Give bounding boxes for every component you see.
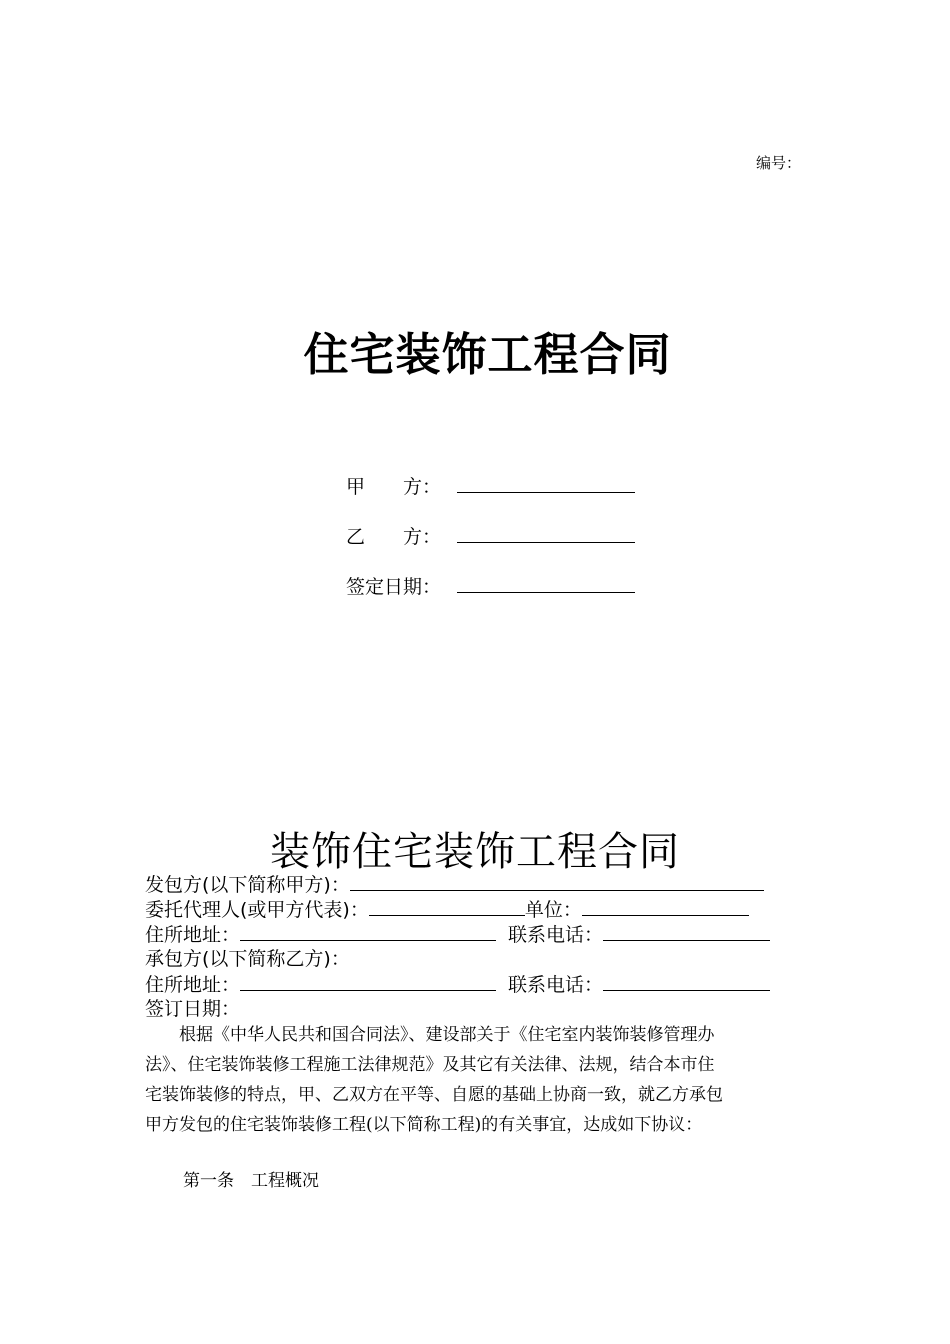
paragraph-line: 法》、住宅装饰装修工程施工法律规范》及其它有关法律、法规，结合本市住 (145, 1055, 715, 1075)
cover-sign-date-label: 签定日期： (346, 576, 442, 598)
sign-date-label: 签订日期： (145, 998, 241, 1020)
paragraph-line: 根据《中华人民共和国合同法》、建设部关于《住宅室内装饰装修管理办 (145, 1025, 715, 1045)
cover-party-a-row (346, 472, 635, 500)
preamble-paragraph (145, 1020, 805, 1140)
contractor-label: 承包方(以下简称乙方)： (145, 948, 350, 970)
address-label-1: 住所地址： (145, 924, 241, 946)
cover-party-a-blank[interactable] (457, 474, 635, 493)
employer-row (145, 872, 764, 897)
address-label-2: 住所地址： (145, 974, 241, 996)
cover-sign-date-row (346, 572, 635, 600)
agent-label: 委托代理人(或甲方代表)： (145, 899, 369, 921)
cover-party-a-label: 甲 方： (346, 476, 442, 498)
phone-blank-1[interactable] (603, 922, 770, 941)
address-row-1 (145, 922, 770, 947)
cover-party-b-row (346, 522, 635, 550)
article-1-heading: 第一条 工程概况 (183, 1171, 319, 1191)
address-blank-1[interactable] (240, 922, 496, 941)
body-title: 装饰住宅装饰工程合同 (270, 829, 680, 875)
address-blank-2[interactable] (240, 972, 496, 991)
employer-label: 发包方(以下简称甲方)： (145, 874, 350, 896)
phone-label-1: 联系电话： (508, 924, 604, 946)
paragraph-line: 宅装饰装修的特点，甲、乙双方在平等、自愿的基础上协商一致，就乙方承包 (145, 1085, 723, 1105)
agent-row (145, 897, 749, 922)
sign-date-row (145, 997, 240, 1021)
serial-number-label: 编号： (756, 154, 802, 172)
paragraph-line: 甲方发包的住宅装饰装修工程(以下简称工程)的有关事宜，达成如下协议： (145, 1115, 703, 1135)
cover-party-b-blank[interactable] (457, 524, 635, 543)
address-row-2 (145, 972, 770, 997)
phone-label-2: 联系电话： (508, 974, 604, 996)
contractor-row (145, 947, 350, 971)
agent-blank[interactable] (369, 897, 525, 916)
cover-title: 住宅装饰工程合同 (303, 328, 672, 381)
unit-blank[interactable] (582, 897, 749, 916)
phone-blank-2[interactable] (603, 972, 770, 991)
unit-label: 单位： (524, 899, 582, 921)
cover-party-b-label: 乙 方： (346, 526, 442, 548)
cover-sign-date-blank[interactable] (457, 574, 635, 593)
employer-blank[interactable] (350, 872, 764, 891)
